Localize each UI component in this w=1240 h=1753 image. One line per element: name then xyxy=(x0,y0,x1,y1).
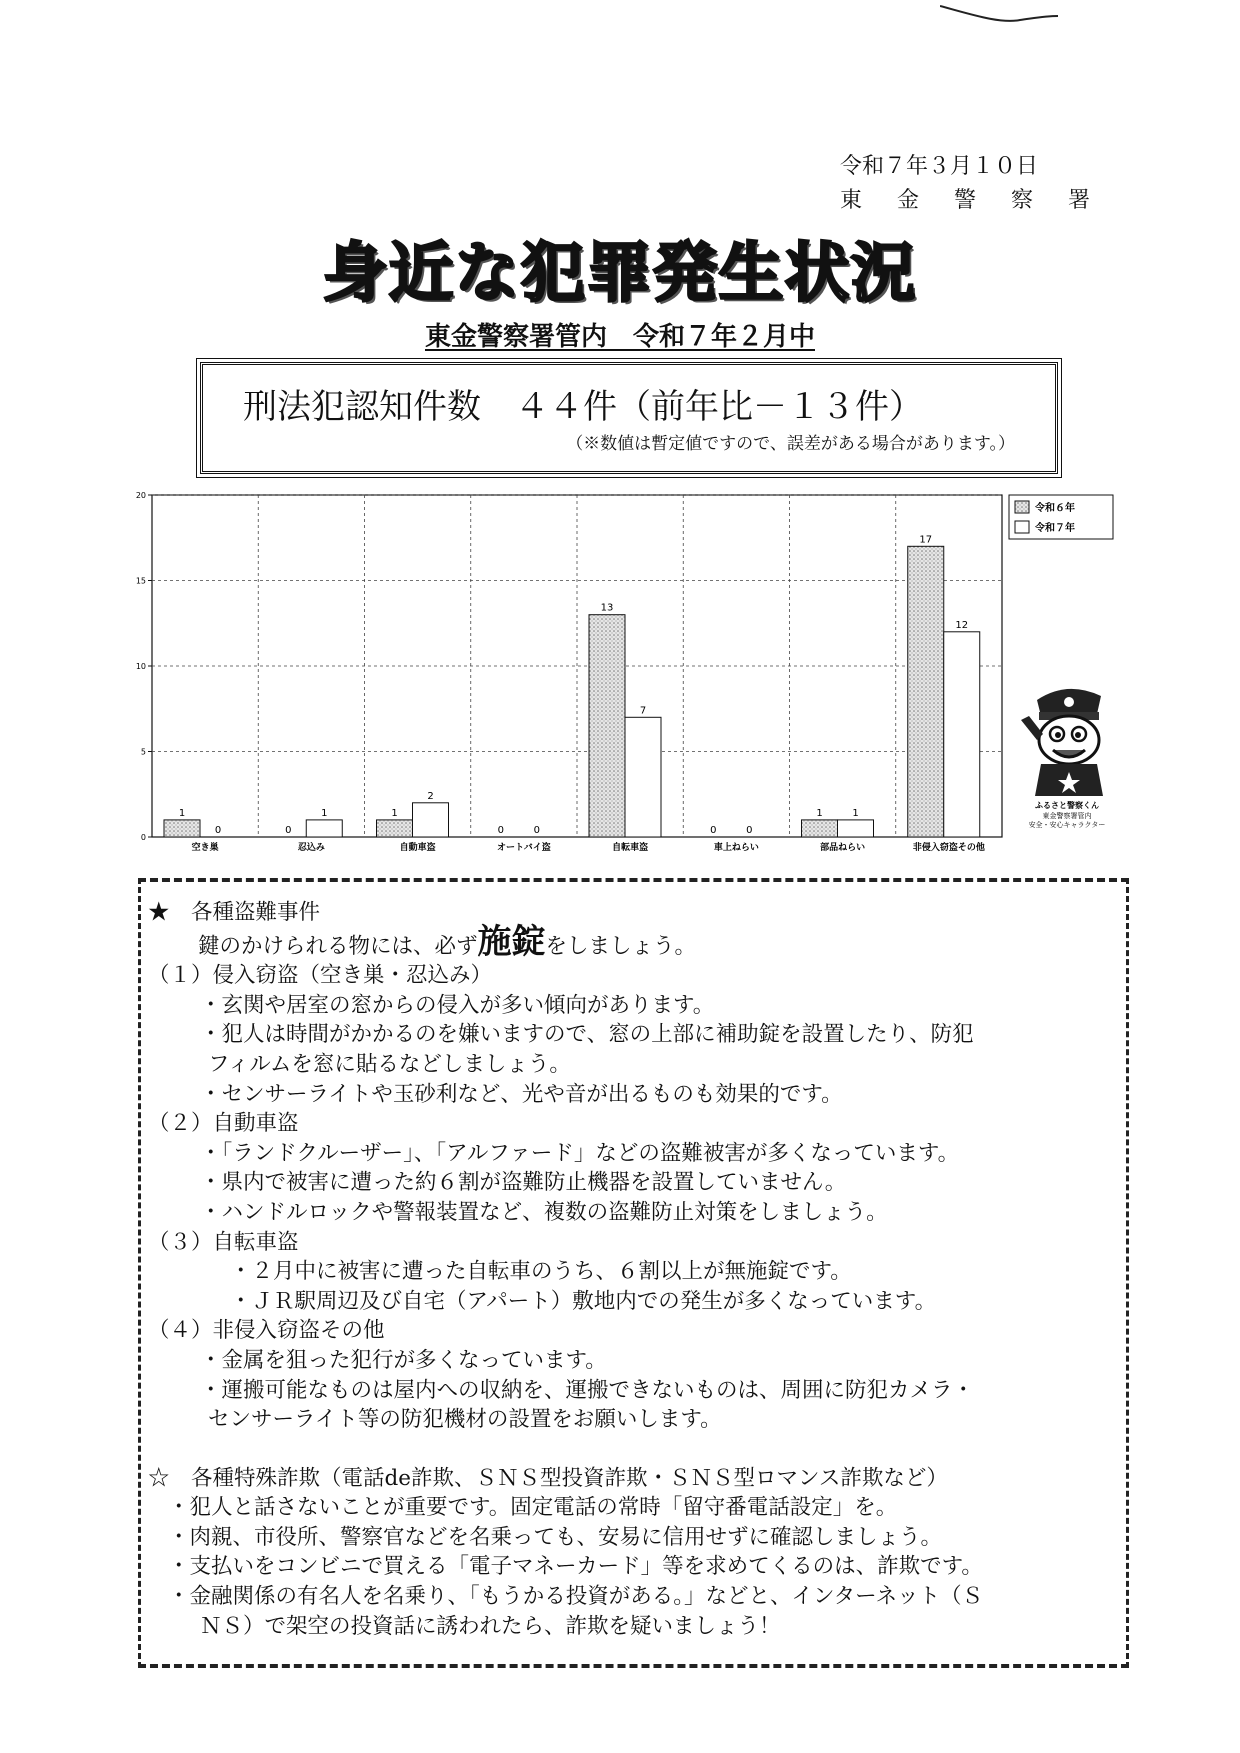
y-tick-label: 5 xyxy=(140,747,146,757)
legend-label: 令和７年 xyxy=(1035,523,1075,534)
section-2-heading: （２）自動車盗 xyxy=(148,1111,299,1137)
x-tick-label: オートバイ盗 xyxy=(496,843,551,853)
issue-date: 令和７年３月１０日 xyxy=(840,154,1039,179)
section-4-bullet-2b: センサーライト等の防犯機材の設置をお願いします。 xyxy=(208,1407,722,1433)
page-title: 身近な犯罪発生状況 xyxy=(323,237,917,311)
bar-r6 xyxy=(802,820,838,837)
section-3-bullet-2: ・ＪＲ駅周辺及び自宅（アパート）敷地内での発生が多くなっています。 xyxy=(230,1288,937,1314)
legend-label: 令和６年 xyxy=(1035,503,1075,514)
fraud-bullet-4b: ＮＳ）で架空の投資話に誘われたら、詐欺を疑いましょう！ xyxy=(200,1613,781,1639)
bar-r6 xyxy=(377,820,413,837)
crime-count-line: 刑法犯認知件数 ４４件（前年比－１３件） xyxy=(243,387,923,427)
lock-reminder-pre: 鍵のかけられる物には、必ず xyxy=(198,933,478,959)
bar-value-label: 13 xyxy=(600,602,614,614)
x-tick-label: 部品ねらい xyxy=(820,843,866,853)
x-tick-label: 忍込み xyxy=(297,843,325,853)
bar-r6 xyxy=(908,546,944,837)
fraud-heading: ☆ 各種特殊詐欺（電話de詐欺、ＳＮＳ型投資詐欺・ＳＮＳ型ロマンス詐欺など） xyxy=(148,1465,948,1491)
mascot-caption-1: 東金警察署管内 xyxy=(1042,812,1092,820)
bar-value-label: 0 xyxy=(533,825,540,836)
bar-value-label: 0 xyxy=(746,825,753,836)
chart-labels xyxy=(136,491,985,853)
bar-value-label: 0 xyxy=(214,825,222,836)
x-tick-label: 非侵入窃盗その他 xyxy=(912,843,985,853)
police-mascot-image xyxy=(1015,680,1120,830)
chart-bars xyxy=(164,546,980,837)
fraud-bullet-1: ・犯人と話さないことが重要です。固定電話の常時「留守番電話設定」を。 xyxy=(168,1495,898,1521)
lock-reminder-emphasis: 施錠 xyxy=(477,921,546,962)
mascot-caption-2: 安全・安心キャラクター xyxy=(1028,821,1106,829)
x-tick-label: 空き巣 xyxy=(191,843,219,853)
bar-value-label: 12 xyxy=(955,619,969,631)
date-block xyxy=(840,150,1104,218)
section-1-bullet-2a: ・犯人は時間がかかるのを嫌いますので、窓の上部に補助錠を設置したり、防犯 xyxy=(200,1022,974,1048)
bar-value-label: 2 xyxy=(427,790,434,802)
section-3-bullet-1: ・２月中に被害に遭った自転車のうち、６割以上が無施錠です。 xyxy=(230,1259,852,1285)
section-2-bullet-1: ・「ランドクルーザー」、「アルファード」などの盗難被害が多くなっています。 xyxy=(200,1140,960,1166)
y-tick-label: 15 xyxy=(135,576,146,586)
bar-r7 xyxy=(625,717,661,837)
bar-value-label: 17 xyxy=(919,534,933,546)
section-2-bullet-2: ・県内で被害に遭った約６割が盗難防止機器を設置していません。 xyxy=(200,1170,847,1196)
bar-value-label: 1 xyxy=(178,807,186,819)
bar-value-label: 7 xyxy=(639,705,647,717)
y-tick-label: 0 xyxy=(140,833,146,842)
section-4-heading: （４）非侵入窃盗その他 xyxy=(148,1318,385,1344)
bar-value-label: 1 xyxy=(816,807,823,819)
lock-reminder xyxy=(148,921,1113,962)
legend-swatch xyxy=(1015,501,1029,513)
police-station-name: 東 金 警 察 署 xyxy=(840,188,1104,213)
bar-r6 xyxy=(589,615,625,837)
section-1-bullet-1: ・玄関や居室の窓からの侵入が多い傾向があります。 xyxy=(200,992,715,1018)
pen-stroke-mark xyxy=(940,0,1060,30)
crime-count-box xyxy=(200,362,1058,474)
y-tick-label: 10 xyxy=(135,662,146,671)
bar-value-label: 1 xyxy=(321,807,328,819)
page-subtitle xyxy=(0,316,1240,353)
section-1-bullet-3: ・センサーライトや玉砂利など、光や音が出るものも効果的です。 xyxy=(200,1081,843,1107)
theft-heading: ★ 各種盗難事件 xyxy=(148,900,321,925)
bar-value-label: 0 xyxy=(285,825,292,836)
bar-value-label: 0 xyxy=(710,825,717,836)
section-1-heading: （１）侵入窃盗（空き巣・忍込み） xyxy=(148,963,493,989)
subtitle-text: 東金警察署管内 令和７年２月中 xyxy=(424,322,815,352)
section-1-bullet-2b: フィルムを窓に貼るなどしましょう。 xyxy=(208,1051,571,1077)
lock-reminder-post: をしましょう。 xyxy=(545,933,697,959)
y-tick-label: 20 xyxy=(135,491,146,500)
bar-r6 xyxy=(164,820,200,837)
section-4-bullet-1: ・金属を狙った犯行が多くなっています。 xyxy=(200,1347,607,1373)
bar-value-label: 1 xyxy=(852,807,859,819)
bar-value-label: 0 xyxy=(497,825,504,836)
theft-bar-chart xyxy=(125,490,1125,860)
advice-section xyxy=(148,898,1113,1641)
crime-count-note: （※数値は暫定値ですので、誤差がある場合があります。） xyxy=(566,434,1015,454)
x-tick-label: 自転車盗 xyxy=(612,843,649,853)
chart-grid xyxy=(148,495,1002,837)
section-4-bullet-2a: ・運搬可能なものは屋内への収納を、運搬できないものは、周囲に防犯カメラ・ xyxy=(200,1377,975,1403)
mascot-name: ふるさと警察くん xyxy=(1035,800,1099,810)
x-tick-label: 自動車盗 xyxy=(399,843,436,853)
x-tick-label: 車上ねらい xyxy=(713,843,759,853)
fraud-bullet-3: ・支払いをコンビニで買える「電子マネーカード」等を求めてくるのは、詐欺です。 xyxy=(168,1554,983,1580)
fraud-bullet-2: ・肉親、市役所、警察官などを名乗っても、安易に信用せずに確認しましょう。 xyxy=(168,1524,943,1550)
fraud-bullet-4a: ・金融関係の有名人を名乗り、「もうかる投資がある。」などと、インターネット（Ｓ xyxy=(168,1584,984,1610)
section-3-heading: （３）自転車盗 xyxy=(148,1229,299,1255)
legend-swatch xyxy=(1015,521,1029,533)
bar-value-label: 1 xyxy=(391,807,398,819)
bar-r7 xyxy=(838,820,874,837)
chart-legend xyxy=(1009,495,1113,539)
bar-r7 xyxy=(944,632,980,837)
bar-r7 xyxy=(413,803,449,837)
bar-r7 xyxy=(306,820,342,837)
section-2-bullet-3: ・ハンドルロックや警報装置など、複数の盗難防止対策をしましょう。 xyxy=(200,1199,888,1225)
